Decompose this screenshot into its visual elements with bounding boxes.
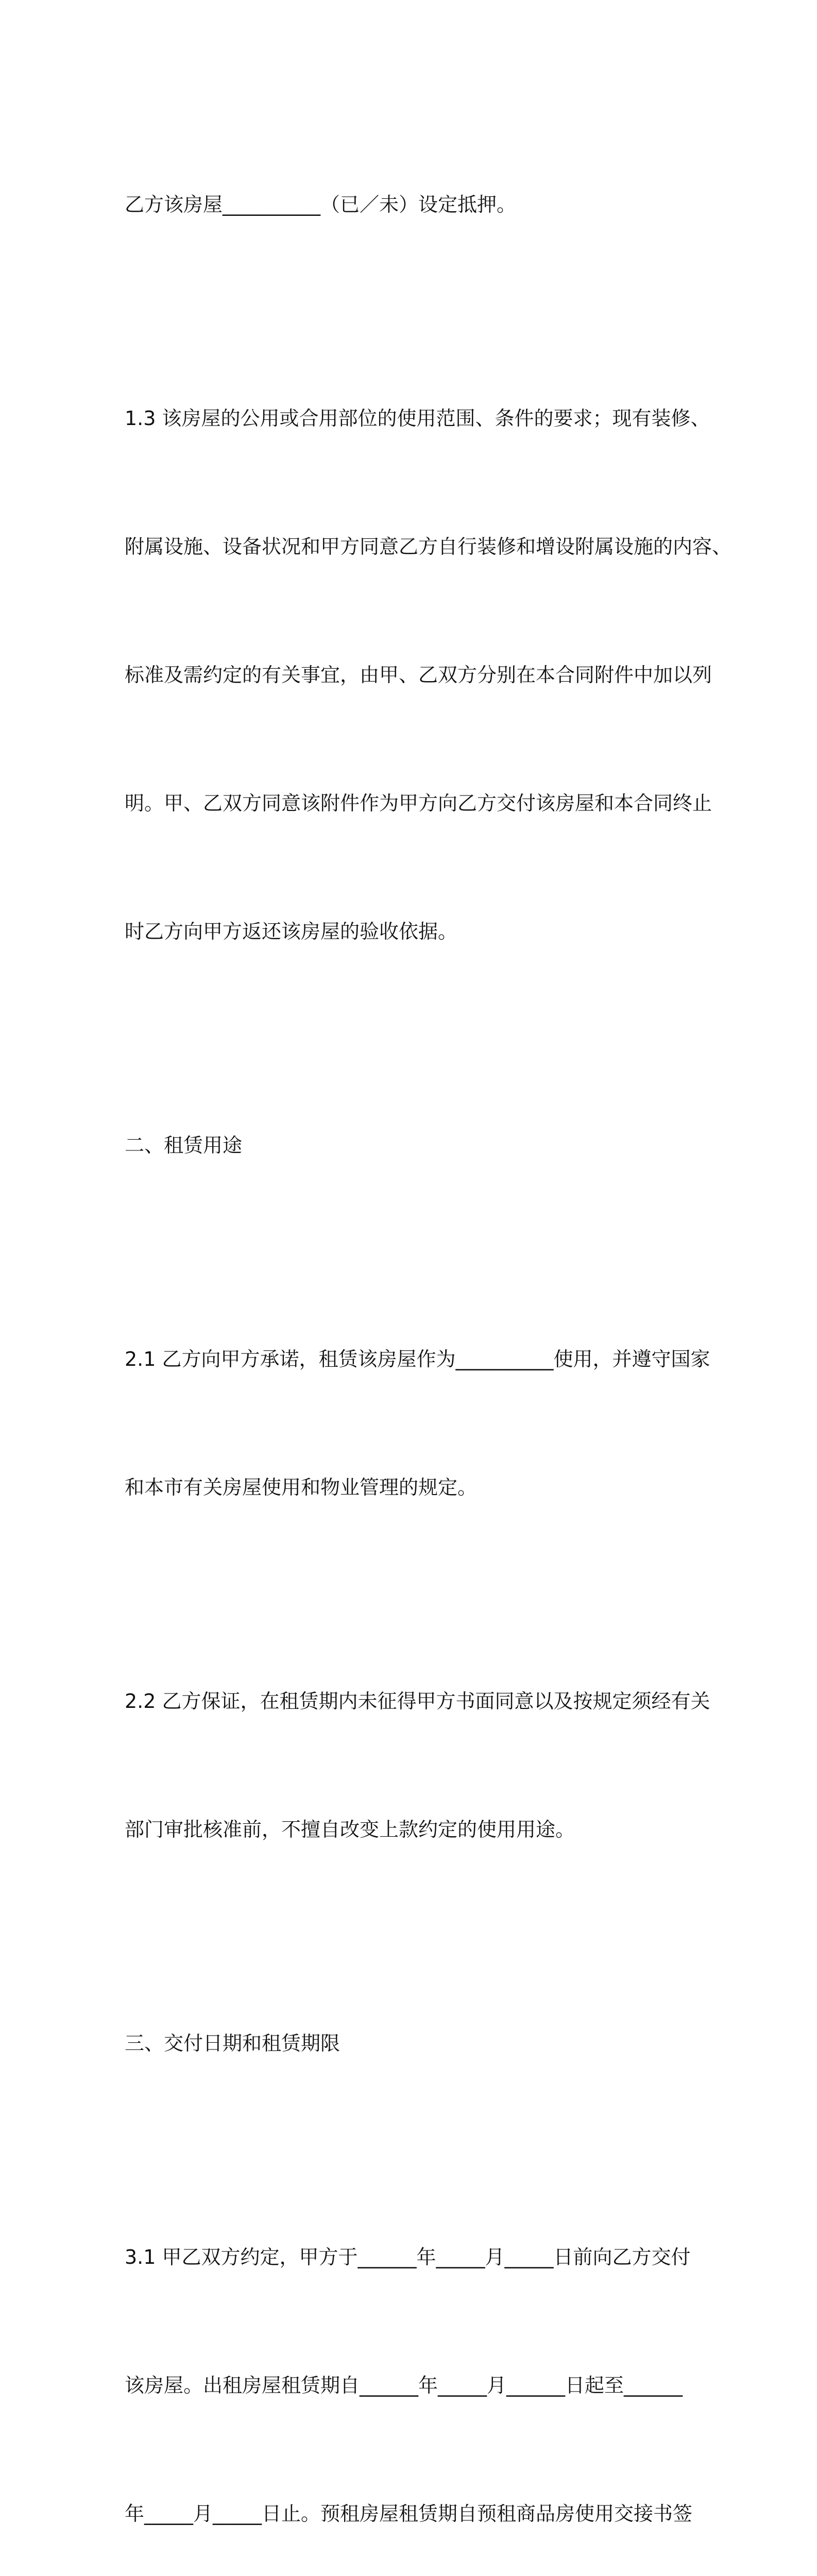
section-heading: 二、租赁用途 (125, 1134, 243, 1157)
text-line: 年_____月_____日止。预租房屋租赁期自预租商品房使用交接书签 (125, 2502, 693, 2525)
text-line: 乙方该房屋__________（已／未）设定抵押。 (125, 193, 517, 216)
text-line: 1.3 该房屋的公用或合用部位的使用范围、条件的要求；现有装修、 (125, 407, 710, 430)
paragraph-mortgage (125, 98, 702, 312)
text-line: 和本市有关房屋使用和物业管理的规定。 (125, 1476, 478, 1499)
text-line: 时乙方向甲方返还该房屋的验收依据。 (125, 920, 458, 943)
text-line: 标准及需约定的有关事宜，由甲、乙双方分别在本合同附件中加以列 (125, 664, 712, 686)
text-line: 该房屋。出租房屋租赁期自______年_____月______日起至______ (125, 2374, 683, 2397)
text-line: 2.1 乙方向甲方承诺，租赁该房屋作为__________使用，并遵守国家 (125, 1348, 710, 1370)
section-heading: 三、交付日期和租赁期限 (125, 2032, 341, 2055)
paragraph-3-1 (125, 2150, 702, 2576)
document-body (125, 98, 732, 2576)
text-line: 附属设施、设备状况和甲方同意乙方自行装修和增设附属设施的内容、 (125, 535, 732, 558)
text-line: 部门审批核准前，不擅自改变上款约定的使用用途。 (125, 1818, 575, 1841)
text-line: 3.1 甲乙双方约定，甲方于______年_____月_____日前向乙方交付 (125, 2246, 691, 2268)
text-line: 2.2 乙方保证，在租赁期内未征得甲方书面同意以及按规定须经有关 (125, 1690, 710, 1713)
text-line: 明。甲、乙双方同意该附件作为甲方向乙方交付该房屋和本合同终止 (125, 792, 712, 815)
paragraph-2-2 (125, 1595, 710, 1937)
section-heading-3 (125, 1937, 702, 2150)
paragraph-1-3 (125, 312, 732, 1039)
section-heading-2 (125, 1039, 702, 1252)
paragraph-2-1 (125, 1252, 710, 1595)
